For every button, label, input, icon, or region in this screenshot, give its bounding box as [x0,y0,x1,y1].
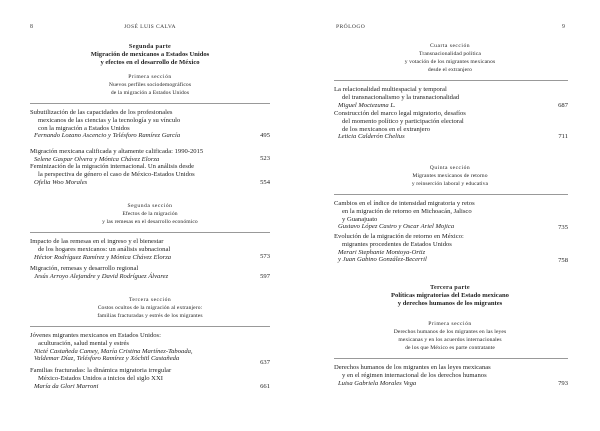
section-label: Segunda sección [127,203,173,209]
entry-title: y Guanajuato [342,215,378,223]
entry-title: de los mexicanos en el extranjero [342,125,431,133]
divider [334,194,568,195]
running-head-left: JOSÉ LUIS CALVA [123,24,176,30]
toc-entry[interactable] [30,332,193,363]
entry-title: Migración, remesas y desarrollo regional [30,265,139,272]
toc-entry[interactable] [334,110,466,141]
entry-title: Familias fracturadas: la dinámica migratoria irregular [30,367,172,374]
toc-entry[interactable] [30,109,180,140]
section-label: Cuarta sección [429,43,471,49]
toc-entry[interactable] [30,367,171,390]
entry-title: Construcción del marco legal migratorio, desafíos [334,110,466,117]
section-title-line: desde el extranjero [427,67,473,73]
entry-title: aculturación, salud mental y estrés [38,339,129,347]
section-title-line: mexicanas y en los acuerdos internacionales [398,337,502,343]
toc-entry[interactable] [334,86,459,109]
entry-title: Derechos humanos de los migrantes en las leyes mexicanas [334,364,491,371]
entry-title: Cambios en el índice de intensidad migratoria y retos [334,200,475,207]
divider [334,358,568,359]
part-title-line: Migración de mexicanos a Estados Unidos [90,51,210,58]
entry-title: Feminización de la migración internacional. Un análisis desde [30,163,195,170]
divider [334,80,568,81]
entry-page-number: 597 [260,273,270,280]
section-title-line: familias fracturadas y estrés de los migrantes [97,313,203,319]
section-heading [300,42,600,74]
entry-title: del momento político y participación electoral [342,117,464,125]
entry-author: Gustavo López Castro y Oscar Ariel Mojica [338,223,455,231]
part-title-line: Políticas migratorias del Estado mexicano [391,292,509,299]
entry-author: Leticia Calderón Chelius [338,133,405,141]
section-title-line: Migrantes mexicanos de retorno [412,173,488,179]
toc-entry[interactable] [334,233,464,264]
entry-title: Impacto de las remesas en el ingreso y el bienestar [30,238,164,245]
section-title-line: de la migración a Estados Unidos [110,90,190,96]
section-title-line: Transnacionalidad política [419,51,481,57]
section-title-line: de los que México es parte contratante [405,345,495,351]
entry-title: Migración mexicana calificada y altamente calificada: 1990-2015 [30,148,204,155]
section-title-line: Derechos humanos de los migrantes en las leyes [393,329,507,335]
entry-author: Miguel Moctezuma L. [338,101,396,109]
entry-author: y Juan Gabino González-Becerril [338,256,427,264]
section-title-line: y votación de los migrantes mexicanos [404,59,496,65]
section-title-line: y las remesas en el desarrollo económico [102,219,198,225]
entry-page-number: 573 [260,253,270,260]
section-heading [0,202,300,226]
toc-entry[interactable] [30,163,195,186]
section-heading [0,73,300,97]
page-number-left: 8 [30,24,34,30]
entry-page-number: 687 [558,102,568,109]
entry-title: migrantes procedentes de Estados Unidos [342,240,452,248]
section-heading [300,320,600,352]
toc-entry[interactable] [30,238,171,261]
section-title-line: y reinserción laboral y educativa [411,181,489,187]
entry-page-number: 637 [260,359,270,366]
entry-page-number: 661 [260,383,270,390]
entry-title: de los hogares mexicanos: un análisis subnacional [38,245,171,253]
toc-entry[interactable] [30,148,203,164]
toc-entry[interactable] [334,200,475,231]
entry-page-number: 793 [558,380,568,387]
section-title-line: Nuevos perfiles sociodemográficos [108,82,192,88]
entry-title: La relacionalidad multiespacial y temporal [334,86,447,93]
entry-page-number: 758 [558,257,568,264]
section-title-line: Costos ocultos de la migración al extranjero: [97,305,203,311]
right-page [300,0,600,431]
entry-page-number: 735 [558,224,568,231]
entry-author: Jesús Arroyo Alejandre y David Rodríguez Álvarez [34,272,169,280]
section-label: Primera sección [428,321,472,327]
entry-author: Luisa Gabriela Morales Vega [338,379,417,387]
section-heading [300,164,600,188]
toc-entry[interactable] [30,265,168,281]
entry-title: Jóvenes migrantes mexicanos en Estados Unidos: [30,332,161,339]
entry-author: Ofelia Woo Morales [34,178,88,186]
entry-title: del transnacionalismo y la transnacionalidad [342,93,460,101]
entry-page-number: 523 [260,155,270,162]
entry-title: México-Estados Unidos a inicios del siglo XXI [38,374,163,382]
entry-title: con la migración a Estados Unidos [38,124,130,132]
entry-title: Subutilización de las capacidades de los profesionales [30,109,173,116]
toc-entry[interactable] [334,364,491,387]
part-label: Segunda parte [128,43,172,50]
entry-title: y en el régimen internacional de los derechos humanos [342,371,487,379]
entry-author: Merari Stephanie Montoya-Ortiz [338,248,426,256]
entry-title: en la migración de retorno en Michoacán, Jalisco [342,207,472,215]
running-head-right: PRÓLOGO [336,24,366,30]
part-heading [0,43,300,67]
entry-author: Valdemar Díaz, Telésforo Ramírez y Xóchitl Castañeda [34,355,180,363]
part-heading [300,284,600,308]
divider [30,232,270,233]
entry-page-number: 495 [260,132,270,139]
entry-author: Selene Gaspar Olvera y Mónica Chávez Elorza [34,155,160,163]
entry-page-number: 554 [260,179,270,186]
section-title-line: Efectos de la migración [122,211,178,217]
part-title-line: y derechos humanos de los migrantes [397,300,503,307]
section-label: Quinta sección [429,165,471,171]
entry-title: la perspectiva de género el caso de México-Estados Unidos [38,170,195,178]
part-title-line: y efectos en el desarrollo de México [100,59,200,66]
divider [30,103,270,104]
entry-author: Nicté Castañeda Camey, María Cristina Martínez-Taboada, [34,347,193,355]
entry-title: mexicanos de las ciencias y la tecnología y su vínculo [38,116,181,124]
entry-title: Evolución de la migración de retorno en México: [334,233,464,240]
divider [30,326,270,327]
page-number-right: 9 [562,24,566,30]
section-label: Tercera sección [128,297,172,303]
entry-page-number: 711 [558,133,568,140]
part-label: Tercera parte [430,284,470,291]
section-heading [0,296,300,320]
entry-author: Fernando Lozano Ascencio y Telésforo Ramírez García [34,132,181,140]
section-label: Primera sección [128,74,172,80]
entry-author: María da Glori Marroni [34,382,99,390]
entry-author: Héctor Rodríguez Ramírez y Mónica Chávez Elorza [34,253,172,261]
